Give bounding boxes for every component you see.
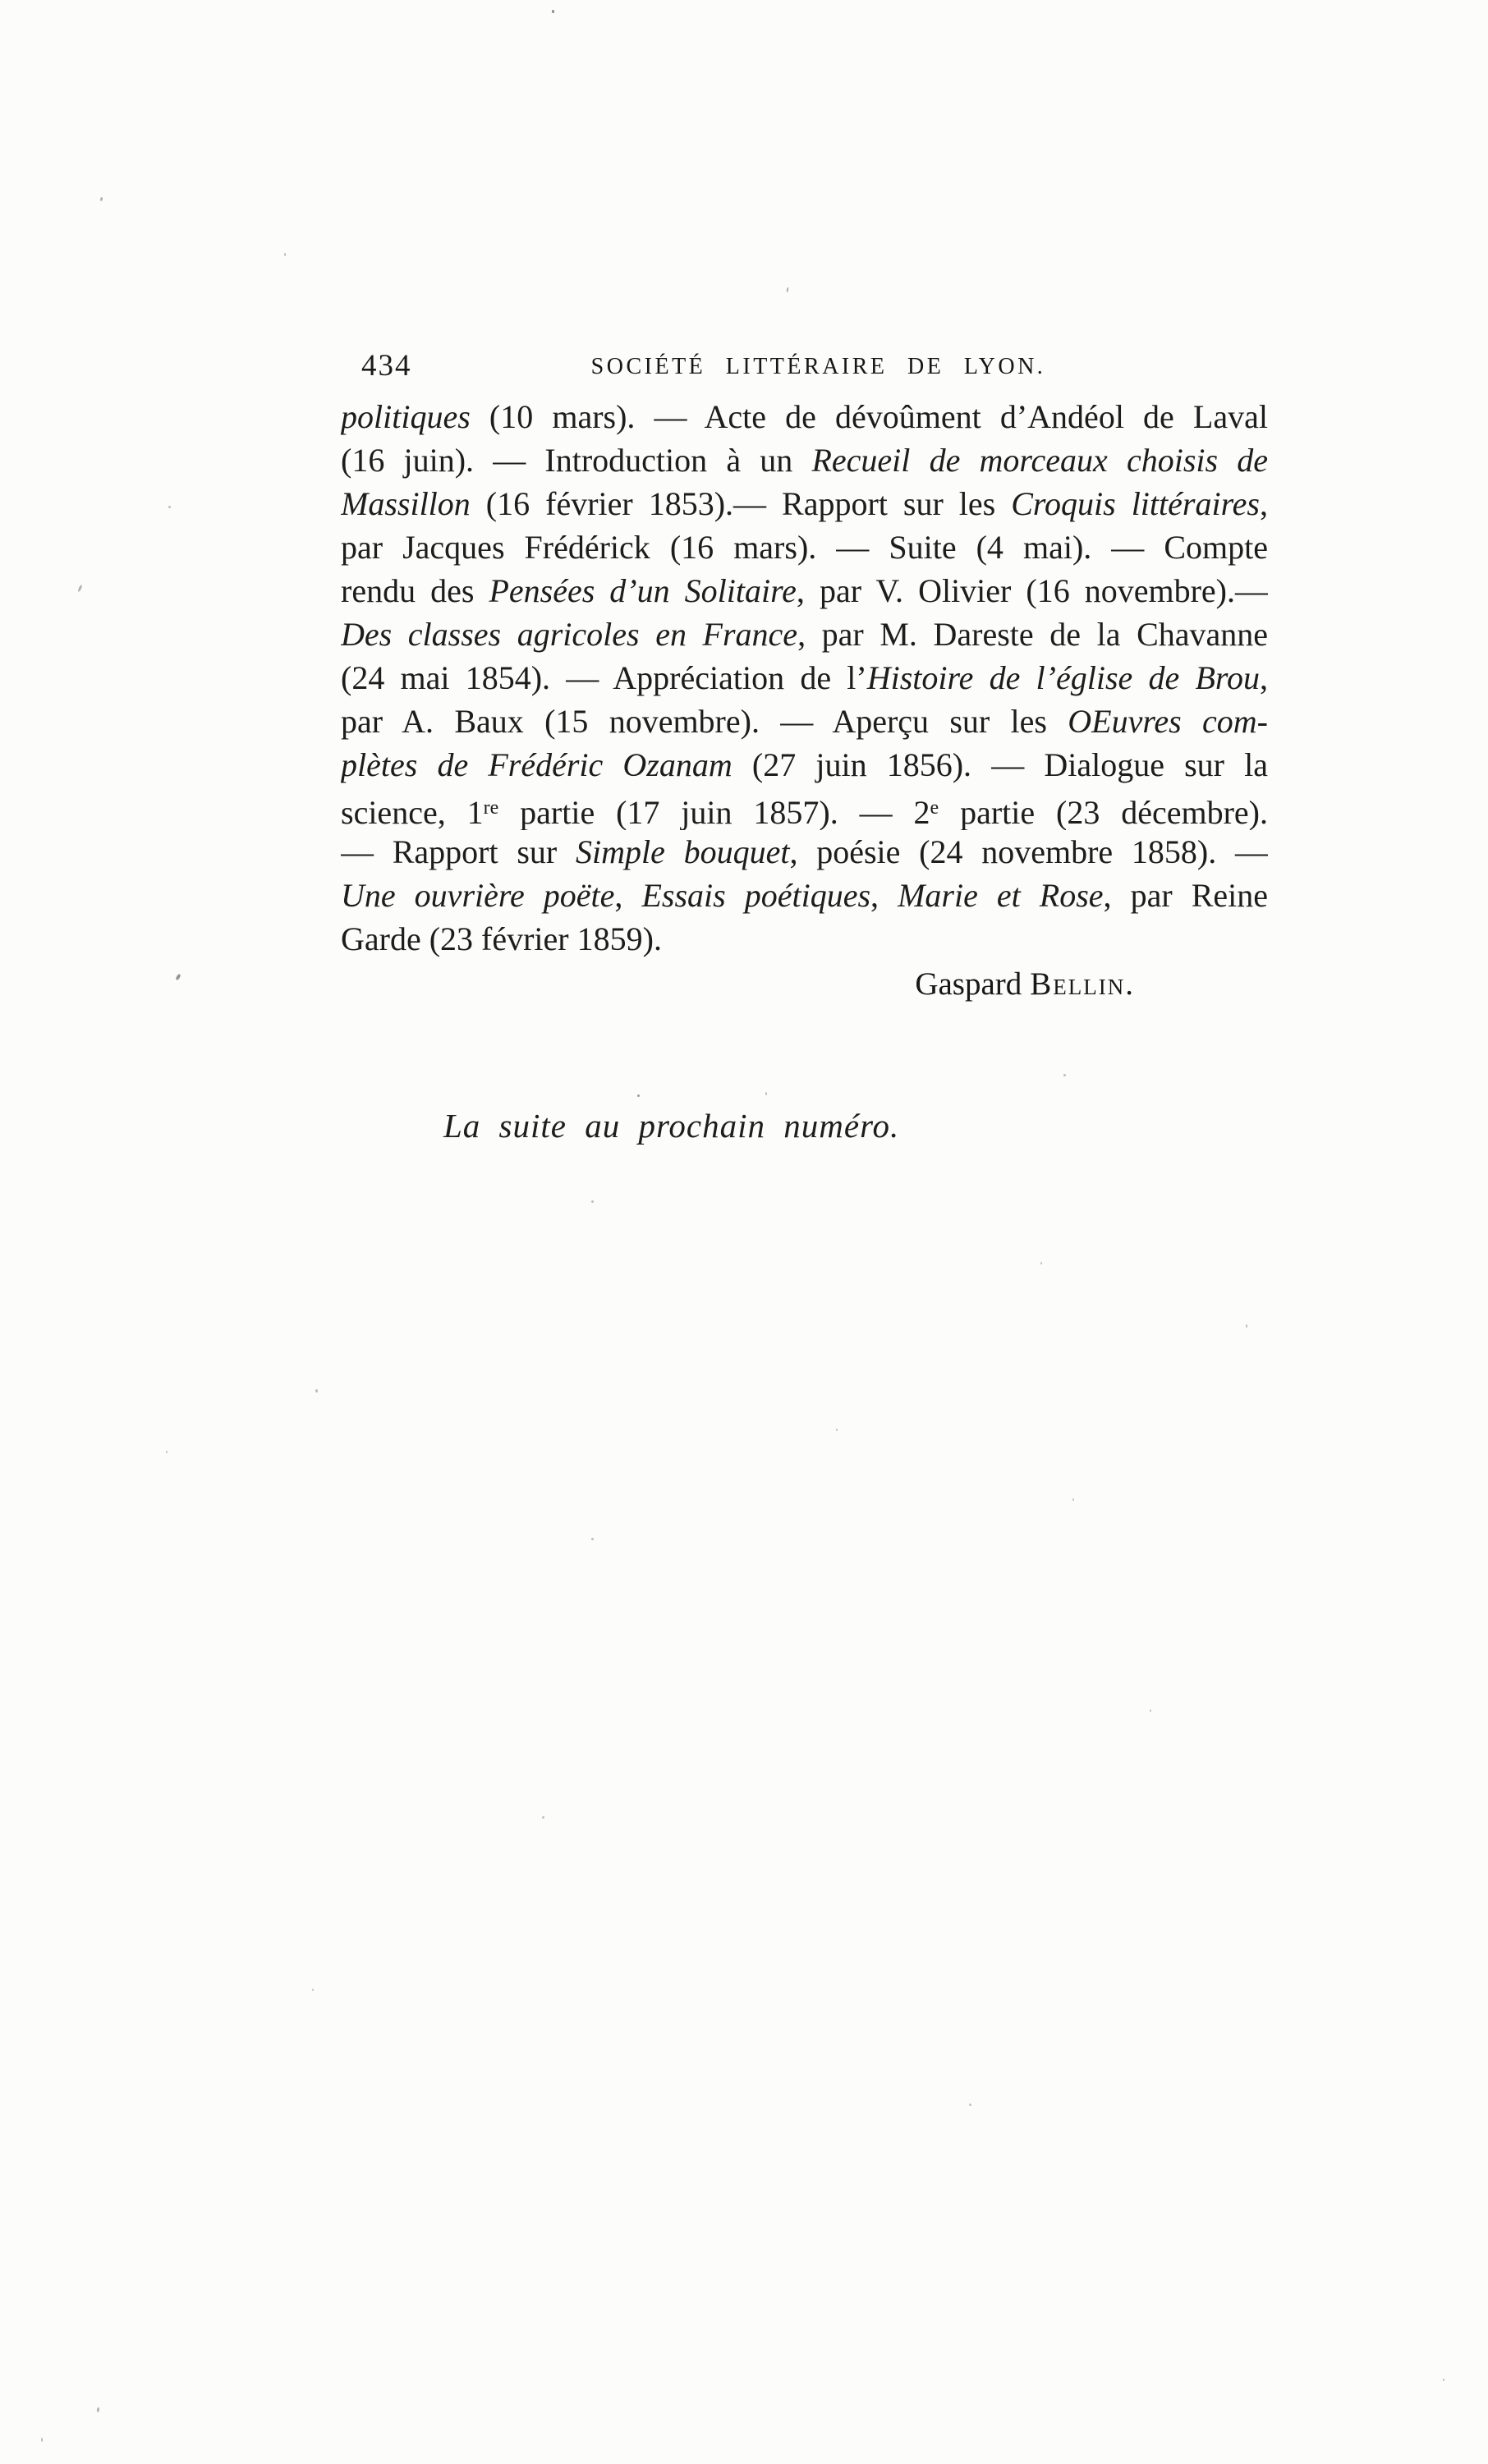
text-segment: (16 février 1853).— Rapport sur les [470, 485, 1012, 522]
text-segment: rendu des [341, 572, 489, 609]
text-segment: , [614, 877, 642, 914]
scan-speck [312, 1989, 314, 1991]
text-line [341, 395, 1268, 438]
text-line [341, 482, 1268, 525]
scan-speck [765, 1092, 767, 1095]
text-line [341, 874, 1268, 917]
text-line [341, 569, 1268, 613]
scan-speck [591, 1200, 594, 1203]
signature-first-name: Gaspard [915, 966, 1022, 1002]
text-segment: (10 mars). — Acte de dévoûment d’Andéol de Laval [470, 398, 1268, 435]
scan-speck [969, 2104, 971, 2106]
text-segment: science, 1 [341, 794, 484, 830]
scan-speck [1246, 1324, 1247, 1328]
scan-speck [99, 197, 103, 202]
scan-speck [591, 1538, 594, 1540]
scan-speck [637, 1094, 640, 1097]
text-segment: Garde (23 février 1859). [341, 920, 662, 957]
text-line [341, 700, 1268, 743]
closing-line: La suite au prochain numéro. [443, 1107, 900, 1145]
signature [341, 962, 1268, 1006]
scan-speck [1040, 1262, 1042, 1264]
scan-speck [41, 2438, 43, 2442]
text-line [341, 656, 1268, 700]
text-line [341, 830, 1268, 874]
text-segment: , [1260, 659, 1268, 696]
text-line [341, 743, 1268, 787]
text-segment: (27 juin 1856). — Dialogue sur la [732, 746, 1268, 783]
signature-period: . [1125, 966, 1133, 1002]
text-segment: partie (23 décembre). [939, 794, 1268, 830]
text-segment: , poésie (24 novembre 1858). — [789, 833, 1268, 870]
scan-speck [77, 585, 83, 592]
italic-title-segment: Une ouvrière poëte [341, 877, 615, 914]
scan-speck [166, 1451, 168, 1453]
text-line [341, 525, 1268, 569]
text-segment: , par V. Olivier (16 novembre).— [796, 572, 1268, 609]
text-segment: par A. Baux (15 novembre). — Aperçu sur les [341, 703, 1068, 740]
text-segment: (24 mai 1854). — Appréciation de l’ [341, 659, 867, 696]
text-line [341, 613, 1268, 656]
page-number: 434 [361, 349, 412, 383]
body-paragraph [341, 395, 1268, 961]
scan-speck [786, 287, 788, 292]
italic-title-segment: Marie et Rose [898, 877, 1104, 914]
scan-speck [1063, 1074, 1066, 1076]
italic-title-segment: Essais poétiques [641, 877, 871, 914]
text-segment: , par Reine [1103, 877, 1268, 914]
scan-speck [1443, 2379, 1444, 2381]
text-segment: e [930, 797, 939, 819]
text-segment: partie (17 juin 1857). — 2 [498, 794, 930, 830]
scan-speck [284, 253, 286, 256]
italic-title-segment: OEuvres com- [1068, 703, 1268, 740]
text-segment: , par M. Dareste de la Chavanne [797, 616, 1268, 653]
scan-speck [1242, 470, 1244, 472]
scan-speck [1072, 1498, 1074, 1501]
italic-title-segment: Croquis littéraires [1011, 485, 1260, 522]
text-line [341, 917, 1268, 961]
text-segment: , [870, 877, 898, 914]
italic-title-segment: Massillon [341, 485, 471, 522]
italic-title-segment: plètes de Frédéric Ozanam [341, 746, 733, 783]
italic-title-segment: Pensées d’un Solitaire [489, 572, 797, 609]
scan-speck [836, 1429, 838, 1431]
text-segment: par Jacques Frédérick (16 mars). — Suite (4 mai). — Compte [341, 529, 1268, 566]
scan-speck [175, 974, 181, 981]
scan-speck [552, 10, 554, 13]
italic-title-segment: politiques [341, 398, 471, 435]
scan-speck [168, 506, 171, 508]
scan-speck [1150, 1709, 1151, 1712]
italic-title-segment: Des classes agricoles en France [341, 616, 798, 653]
text-segment: — Rapport sur [341, 833, 576, 870]
text-line [341, 438, 1268, 482]
running-title: SOCIÉTÉ LITTÉRAIRE DE LYON. [590, 354, 1046, 379]
scan-speck [542, 1816, 544, 1819]
text-line [341, 787, 1268, 830]
text-segment: , [1260, 485, 1268, 522]
scan-speck [315, 1389, 318, 1393]
scan-speck [97, 2407, 100, 2412]
italic-title-segment: Simple bouquet [576, 833, 790, 870]
text-segment: (16 juin). — Introduction à un [341, 442, 812, 479]
text-segment: re [483, 797, 499, 819]
italic-title-segment: Recueil de morceaux choisis de [811, 442, 1268, 479]
signature-last-name: Bellin [1030, 966, 1126, 1002]
italic-title-segment: Histoire de l’église de Brou [866, 659, 1260, 696]
